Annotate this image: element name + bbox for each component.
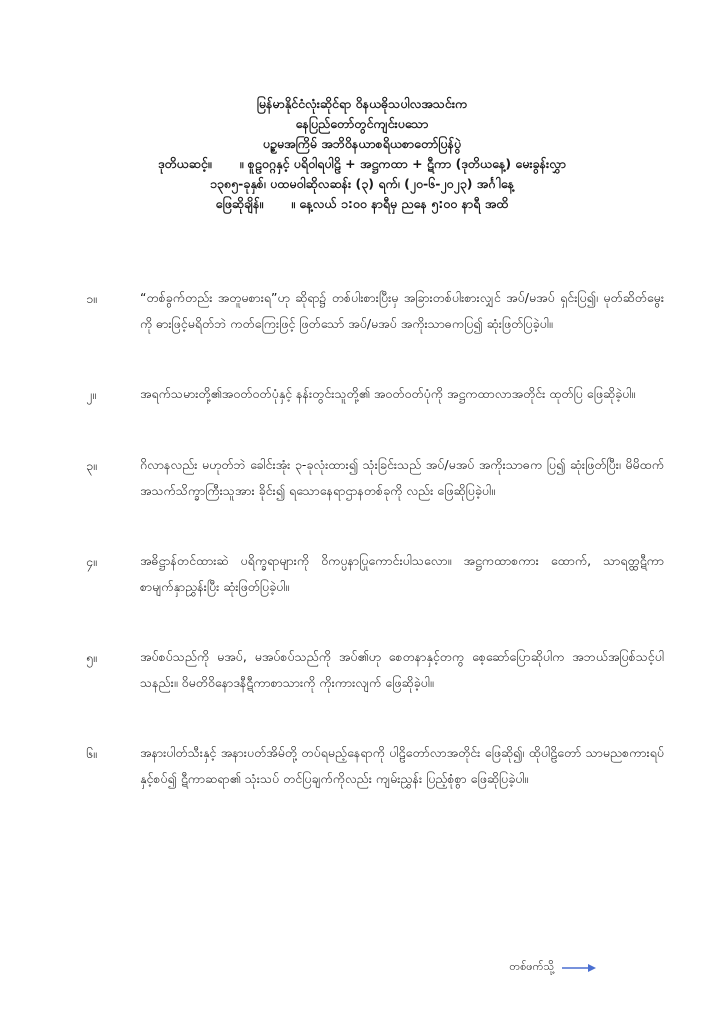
- header-time-label: ဖြေဆိုချိန်။: [215, 196, 264, 211]
- question-number: ၆။: [86, 746, 97, 761]
- question-item: [86, 644, 664, 696]
- question-number: ၄။: [86, 554, 97, 569]
- header-organization: မြန်မာနိုင်ငံလုံးဆိုင်ရာ ဝိနယဓိုသပါလအသင်းက: [256, 96, 468, 111]
- question-text: ဂိလာနလည်း မဟုတ်ဘဲ ခေါင်းအုံး ၃-ခုလုံးထား၍ သုံးခြင်းသည် အပ်/မအပ် အကိုးသာဓက ပြ၍ ဆုံးဖြတ်ပြီး၊ မိမိထက် အသက်သိက္ခာကြီးသူအား ခိုင်း၍ ရသောနေရာဌာနတစ်ခုကို လည်း ဖြေဆိုပြခဲ့ပါ။: [140, 457, 664, 498]
- continue-label: တစ်ဖက်သို့: [509, 960, 554, 973]
- exam-header: [60, 94, 664, 214]
- question-text: အဓိဋ္ဌာန်တင်ထားဆဲ ပရိက္ခရာများကို ဝိကပ္ပနာပြုကောင်းပါသလော။ အဋ္ဌကထာစကား ထောက်, သာရတ္ထဋီကာ စာမျက်နှာညွှန်းပြီး ဆုံးဖြတ်ပြခဲ့ပါ။: [140, 553, 664, 594]
- page-continue-note: [509, 960, 596, 976]
- question-item: [86, 740, 664, 792]
- arrow-right-icon: [562, 963, 596, 973]
- header-time-value: ။ နေ့လယ် ၁:၀၀ နာရီမှ ညနေ ၅:၀၀ နာရီ အထိ: [291, 196, 509, 211]
- question-list: [86, 285, 664, 836]
- header-time: [60, 194, 664, 214]
- header-level-subject: [60, 154, 664, 174]
- question-text: “တစ်ခွက်တည်း အတူမစားရ”ဟု ဆိုရာ၌ တစ်ပါးစားပြီးမှ အခြားတစ်ပါးစားလျှင် အပ်/မအပ် ရှင်းပြ၍၊ မုတ်ဆိတ်မွေးကို ဓားဖြင့်မရိတ်ဘဲ ကတ်ကြေးဖြင့် ဖြတ်သော် အပ်/မအပ် အကိုးသာဓကပြ၍ ဆုံးဖြတ်ပြခဲ့ပါ။: [140, 290, 664, 331]
- question-item: [86, 381, 664, 408]
- question-number: ၃။: [86, 458, 97, 473]
- question-item: [86, 548, 664, 600]
- header-date: ၁၃၈၅-ခုနှစ်၊ ပထမဝါဆိုလဆန်း (၃) ရက်၊ (၂၀-၆-၂၀၂၃) အင်္ဂါနေ့: [209, 176, 515, 191]
- question-number: ၅။: [86, 650, 97, 665]
- header-venue: နေပြည်တော်တွင်ကျင်းပသော: [295, 116, 429, 131]
- question-number: ၂။: [86, 387, 96, 402]
- question-item: [86, 452, 664, 504]
- question-item: [86, 285, 664, 337]
- header-subject: ။ စူဠဝဂ္ဂနှင့် ပရိဝါရပါဠိ + အဋ္ဌကထာ + ဋီကာ (ဒုတိယနေ့) မေးခွန်းလွှာ: [239, 156, 567, 171]
- question-number: ၁။: [86, 291, 97, 306]
- question-text: အနားပါတ်သီးနှင့် အနားပတ်အိမ်တို့ တပ်ရမည့်နေရာကို ပါဠိတော်လာအတိုင်း ဖြေဆို၍၊ ထိုပါဠိတော် သာမညစကားရပ်နှင့်စပ်၍ ဋီကာဆရာ၏ သုံးသပ် တင်ပြချက်ကိုလည်း ကျမ်းညွှန်း ပြည့်စုံစွာ ဖြေဆိုပြခဲ့ပါ။: [140, 745, 664, 786]
- header-level: ဒုတိယဆင့်။: [157, 156, 212, 171]
- question-text: အရက်သမားတို့၏အဝတ်ဝတ်ပုံနှင့် နန်းတွင်းသူတို့၏ အဝတ်ဝတ်ပုံကို အဋ္ဌကထာလာအတိုင်း ထုတ်ပြ ဖြေဆိုခဲ့ပါ။: [140, 386, 636, 401]
- header-exam-title: ပဉ္စမအကြိမ် အဘိဝိနယာစရိယစာတော်ပြန်ပွဲ: [262, 136, 462, 151]
- question-text: အပ်စပ်သည်ကို မအပ်, မအပ်စပ်သည်ကို အပ်၏ဟု စေတနာနှင့်တကွ စေ့ဆော်ပြောဆိုပါက အဘယ်အပြစ်သင့်ပါသနည်း။ ဝိမတိဝိနောဒနီဋီကာစာသားကို ကိုးကားလျက် ဖြေဆိုခဲ့ပါ။: [140, 649, 664, 690]
